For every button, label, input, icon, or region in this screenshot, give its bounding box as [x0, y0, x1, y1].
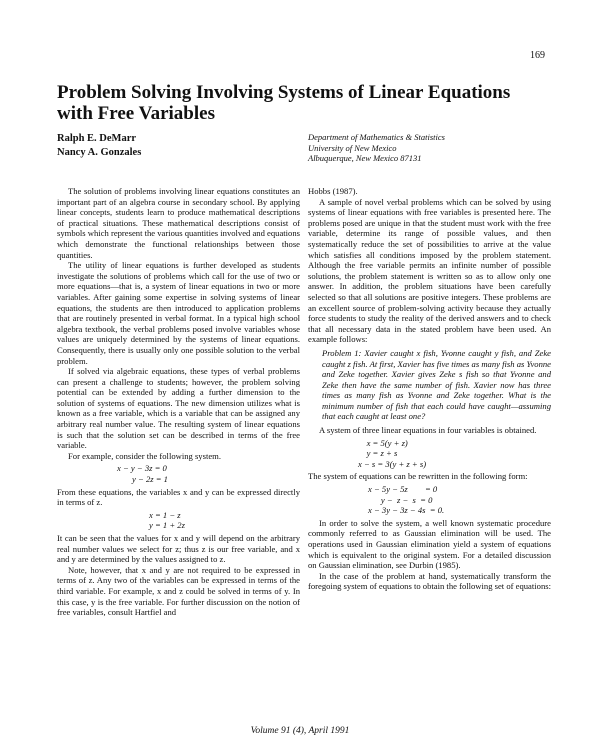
equation-line: y − z − s = 0 [368, 494, 433, 505]
paragraph: If solved via algebraic equations, these types of verbal problems can present a challenge to students; however, the problem solving potential can be extended by adding a further dimension to the solution of systems of equations. The new dimension utilizes what is known as a free variable, which is a variable that can be assigned any arbitrary real number value. The resulting system of linear equations is such that the solution set can be described in terms of the free variable. [57, 366, 300, 451]
paragraph: A system of three linear equations in four variables is obtained. [319, 425, 537, 436]
paragraph: It can be seen that the values for x and y will depend on the arbitrary real number values we select for z; thus z is our free variable, and x and y are determined by the values assigned to z. [57, 533, 300, 565]
paragraph: The solution of problems involving linear equations constitutes an important part of an algebra course in secondary school. By applying linear concepts, students learn to produce mathematical descriptions of practical situations. These mathematical descriptions consist of symbols which represent the various quantities involved and equations which demonstrate the functional relationships between those quantities. [57, 186, 300, 260]
equation-line: x − y − 3z = 0 [117, 463, 167, 474]
author-name: Ralph E. DeMarr [57, 133, 137, 144]
paragraph: Hobbs (1987). [308, 186, 358, 196]
equation-line: x − 3y − 3z − 4s = 0. [368, 505, 445, 516]
paragraph: The utility of linear equations is further developed as students investigate the solutions of problems which call for the use of two or more equations—that is, a system of linear equations in two or more variables. After gaining some expertise in solving systems of linear equations, the students are then introduced to application problems that are routinely presented in verbal format. In a typical high school algebra textbook, the verbal problems posed involve variables whose values are uniquely determined by the systems of linear equations. Consequently, there is usually only one possible solution to the verbal problem. [57, 260, 300, 366]
paragraph: Note, however, that x and y are not required to be expressed in terms of z. Any two of the variables can be expressed in terms of the third variable. For example, x and z could be solved in terms of y. In this case, y is the free variable. For further discussion on the notion of free variables, consult Hartfiel and [57, 564, 300, 618]
paragraph: For example, consider the following system. [68, 450, 221, 461]
equation-line: y = z + s [358, 448, 398, 459]
equation-block [308, 438, 551, 470]
affiliation-line: Department of Mathematics & Statistics [308, 132, 445, 142]
equation-block [308, 484, 551, 516]
problem-statement: Problem 1: Xavier caught x fish, Yvonne caught y fish, and Zeke caught z fish. At first, Xavier has five times as many fish as Yvonne and Zeke together. Xavier gives Zeke s fish so that Yvonne and Zeke then have the same number of fish. Xavier now has three times as many fish as Yvonne and Zeke together. What is the minimum number of fish that each could have caught—assuming that each caught at least one? [322, 347, 551, 422]
paragraph: The system of equations can be rewritten in the following form: [308, 471, 528, 482]
paragraph: In the case of the problem at hand, systematically transform the foregoing system of equations to obtain the following set of equations: [308, 570, 551, 592]
equation-line: x − s = 3(y + z + s) [358, 458, 427, 469]
right-column [308, 186, 551, 592]
equation-block [57, 463, 300, 484]
affiliation [308, 132, 445, 164]
equation-block [57, 510, 300, 531]
equation-line: y − 2z = 1 [117, 474, 168, 485]
author-name: Nancy A. Gonzales [57, 147, 142, 158]
paragraph: A sample of novel verbal problems which can be solved by using systems of linear equations with free variables is presented here. The problems posed are unique in that the student must work with the free variable, determine its range of possible values, and then systematically reduce the set of possibilities to arrive at the value which satisfies all conditions imposed by the problem statement. Although the free variable permits an infinite number of possible solutions, the problem statement is written so as to allow only one answer. In addition, the problem situations have been carefully selected so that all solutions are positive integers. These problems are an excellent source of problem-solving activity because they actually force students to study the reality of the derived answers and to check that all necessary data in the stated problem have been used. An example follows: [308, 196, 551, 345]
equation-line: x = 1 − z [149, 509, 181, 520]
equation-line: x = 5(y + z) [358, 437, 408, 448]
paragraph: In order to solve the system, a well known systematic procedure commonly referred to as Gaussian elimination will be used. The operations used in Gaussian elimination yield a system of equations which is equivalent to the original system. For a detailed discussion on Gaussian elimination, see Durbin (1985). [308, 517, 551, 571]
equation-line: x − 5y − 5z = 0 [368, 484, 438, 495]
page-number: 169 [530, 50, 545, 61]
left-column [57, 186, 300, 618]
affiliation-line: University of New Mexico [308, 142, 397, 153]
equation-line: y = 1 + 2z [149, 520, 185, 531]
article-title: Problem Solving Involving Systems of Linear Equations with Free Variables [57, 82, 511, 124]
paragraph: From these equations, the variables x and y can be expressed directly in terms of z. [57, 486, 300, 508]
journal-footer: Volume 91 (4), April 1991 [250, 726, 350, 736]
authors [57, 132, 141, 160]
affiliation-line: Albuquerque, New Mexico 87131 [308, 153, 422, 163]
